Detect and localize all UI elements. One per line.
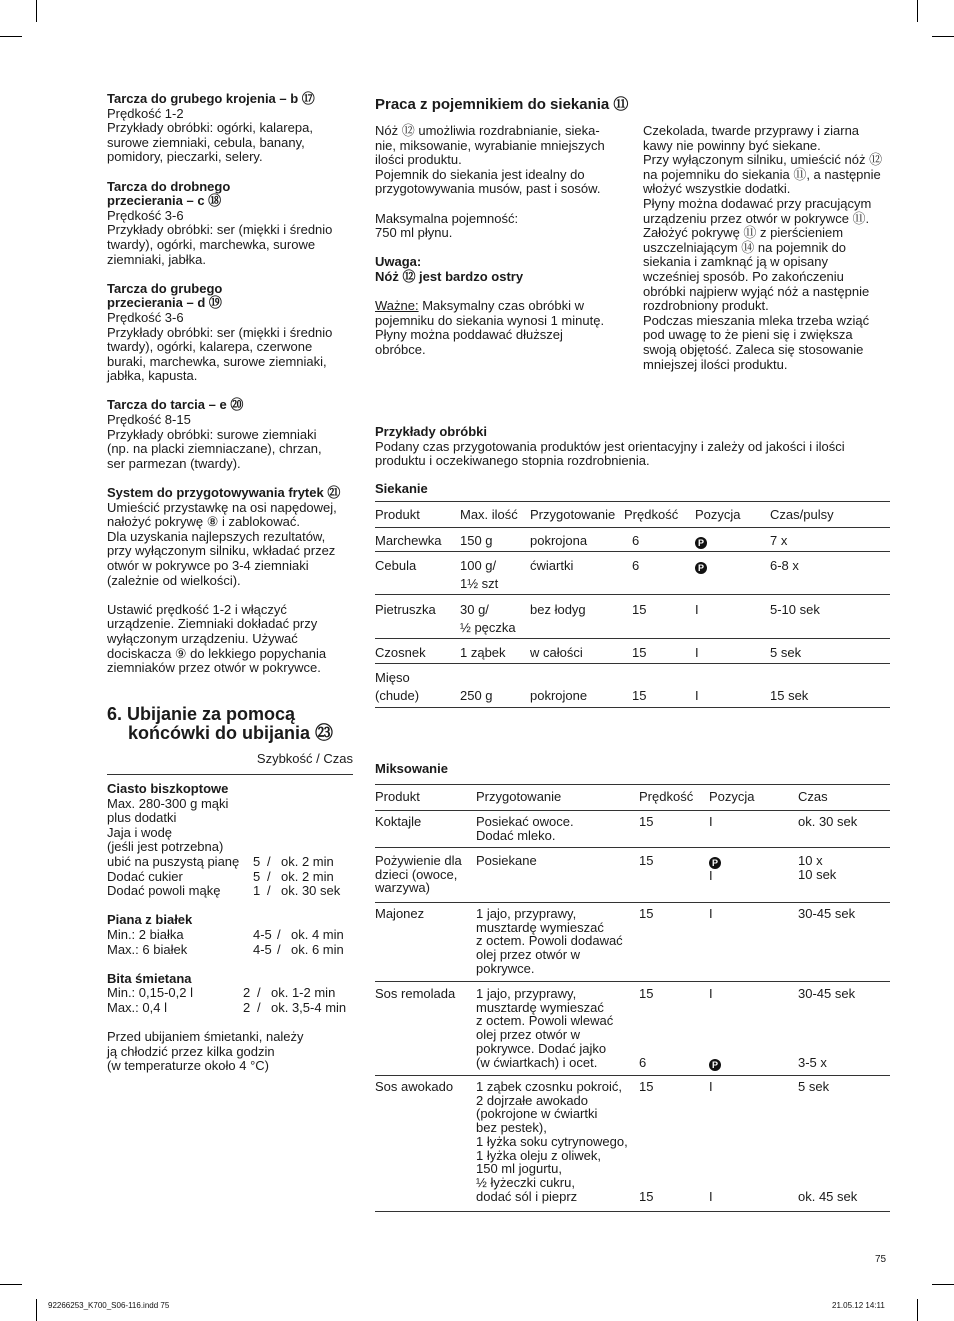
divider [375, 902, 890, 903]
recipe-title: Ciasto biszkoptowe [107, 781, 229, 796]
recipe-row: Max.: 0,4 l 2 / ok. 3,5-4 min [107, 999, 347, 1015]
table-cell: 6 [632, 558, 640, 573]
table-cell: 6 [632, 533, 640, 548]
table-cell: 15 sek [770, 687, 809, 703]
whisking-recipes [107, 782, 357, 1074]
recipe-table [107, 986, 357, 1015]
footer-date: 21.05.12 14:11 [832, 1301, 885, 1310]
recipe-title: Piana z białek [107, 912, 193, 928]
section-title: Tarcza do grubego krojenia – b ⑰ [107, 91, 315, 106]
table-cell: Pożywienie dla dzieci (owoce, warzywa) [375, 853, 462, 896]
table-cell: I [695, 645, 699, 660]
divider [375, 810, 890, 811]
table-cell: 15 [639, 853, 654, 868]
paragraph: Maksymalna pojemność: 750 ml płynu. [375, 210, 519, 241]
important-label: Ważne: [375, 298, 419, 314]
divider [375, 1211, 890, 1212]
table-cell: 15 [639, 814, 654, 829]
table-cell [695, 532, 707, 550]
column-header: Prędkość [639, 789, 694, 804]
left-column [107, 92, 357, 690]
table-cell: Posiekane [476, 853, 537, 868]
table-cell: 1 jajo, przyprawy, musztardę wymieszać z octem. Powoli dodawać olej przez otwór w pokrywce. [476, 906, 623, 976]
column-header: Czas [798, 789, 828, 804]
table-cell: I [695, 687, 699, 703]
recipe-row: Min.: 0,15-0,2 l 2 / ok. 1-2 min [107, 985, 336, 1001]
crop-mark [917, 1299, 918, 1321]
table-cell: I [709, 906, 713, 921]
pulse-icon: P [695, 537, 707, 549]
recipe-row: Min.: 2 białka 4-5 / ok. 4 min [107, 926, 344, 942]
section-title: Tarcza do drobnego przecierania – c ⑱ [107, 178, 231, 209]
table-cell: Majonez [375, 906, 425, 921]
table-cell: 30-45 sek 3-5 x [798, 986, 856, 1070]
speed-time-header: Szybkość / Czas [256, 751, 353, 766]
pulse-icon: P [709, 1059, 721, 1071]
table-cell: 5 sek [770, 645, 802, 660]
divider [375, 707, 890, 708]
table-cell [695, 557, 707, 575]
divider [375, 1075, 890, 1076]
pulse-icon: P [709, 857, 721, 869]
mixing-table-title: Miksowanie [375, 761, 448, 776]
crop-mark [932, 36, 954, 37]
table-cell: P I [709, 854, 721, 883]
chopping-table-title: Siekanie [375, 481, 428, 496]
crop-mark [36, 0, 37, 22]
crop-mark [0, 1284, 22, 1285]
recipe-text: Max. 280-300 g mąki plus dodatki Jaja i wodę (jeśli jest potrzebna) [107, 795, 229, 855]
table-cell: Sos awokado [375, 1079, 454, 1094]
recipe-table [107, 855, 357, 899]
column-header: Przygotowanie [476, 789, 562, 804]
warning-title: Uwaga: [375, 254, 422, 270]
table-cell: w całości [530, 645, 583, 660]
table-cell: 100 g/ 1½ szt [460, 558, 499, 591]
table-cell: 10 x 10 sek [798, 853, 837, 882]
recipe-table [107, 928, 357, 957]
chopper-title: Praca z pojemnikiem do siekania ⑪ [375, 96, 629, 113]
table-cell: pokrojona [530, 533, 588, 548]
section-text: Prędkość 8-15 Przykłady obróbki: surowe ziemniaki (np. na placki ziemniaczane), chrzan, ser parmezan (twardy). [107, 412, 322, 471]
table-cell: 15 [632, 687, 647, 703]
table-cell: ćwiartki [530, 558, 574, 573]
crop-mark [36, 1299, 37, 1321]
footer-file: 92266253_K700_S06-116.indd 75 [48, 1301, 170, 1310]
crop-mark [932, 1284, 954, 1285]
table-cell: I I [709, 1079, 713, 1204]
examples-intro [375, 425, 890, 469]
warning-text: Nóż ⑫ jest bardzo ostry [375, 268, 524, 284]
column-header: Produkt [375, 507, 420, 522]
table-cell: Mięso (chude) [375, 670, 420, 703]
section-coarse-grating-disc [107, 282, 357, 384]
column-header: Przygotowanie [530, 507, 616, 522]
table-cell: bez łodyg [530, 602, 586, 617]
crop-mark [917, 0, 918, 22]
table-cell: 1 ząbek czosnku pokroić, 2 dojrzałe awokado (pokrojone w ćwiartki bez pestek), 1 łyżka soku cytrynowego, 1 łyżka oleju z oliwek, 150 ml jogurtu, ½ łyżeczki cukru, dodać sól i pieprz [476, 1079, 628, 1204]
closing-note: Przed ubijaniem śmietanki, należy ją chłodzić przez kilka godzin (w temperaturze około 4 °C) [107, 1029, 304, 1074]
column-header: Pozycja [709, 789, 755, 804]
divider [375, 784, 890, 785]
section-fine-grating-disc [107, 180, 357, 268]
recipe-title: Bita śmietana [107, 970, 192, 986]
important-note [375, 299, 635, 357]
table-cell: 15 15 [639, 1079, 654, 1204]
table-cell: 15 [639, 906, 654, 921]
table-cell: ok. 30 sek [798, 814, 858, 829]
table-cell: 1 jajo, przyprawy, musztardę wymieszać z octem. Powoli wlewać olej przez otwór w pokrywce. Dodać jajko (w ćwiartkach) i ocet. [476, 986, 614, 1070]
table-cell: I [709, 814, 713, 829]
table-cell: 5-10 sek [770, 602, 820, 617]
column-header: Pozycja [695, 507, 741, 522]
section-grating-disc [107, 398, 357, 471]
page-number: 75 [875, 1254, 887, 1265]
table-cell: 15 [632, 602, 647, 617]
chopper-text-a [375, 124, 635, 358]
heading-line: końcówki do ubijania ㉓ [128, 723, 334, 743]
table-cell: Pietruszka [375, 602, 436, 617]
column-header: Czas/pulsy [770, 507, 834, 522]
table-cell: Czosnek [375, 645, 426, 660]
table-cell: 15 [632, 645, 647, 660]
recipe-row: Dodać cukier 5 / ok. 2 min [107, 868, 334, 884]
table-cell: 1 ząbek [460, 645, 506, 660]
section-text: Prędkość 1-2 Przykłady obróbki: ogórki, kalarepa, surowe ziemniaki, cebula, banany, pomidory, pieczarki, selery. [107, 105, 313, 165]
divider [375, 638, 890, 639]
examples-title: Przykłady obróbki [375, 424, 487, 439]
section-fries-usage [107, 603, 357, 676]
recipe-row: ubić na puszystą pianę 5 / ok. 2 min [107, 853, 334, 869]
divider [375, 981, 890, 982]
examples-text: Podany czas przygotowania produktów jest orientacyjny i zależy od jakości i ilości produktu i oczekiwanego stopnia rozdrobnienia. [375, 438, 845, 469]
chopper-text-b: Czekolada, twarde przyprawy i ziarna kawy nie powinny być siekane. Przy wyłączonym silniku, umieścić nóż ⑫ na pojemniku do siekania ⑪, a następnie włożyć wszystkie dodatki. Płyny można dodawać przy pracującym urządzeniu przez otwór w pokrywce ⑪. Założyć pokrywę ⑪ z pierścieniem uszczelniającym ⑭ na pojemnik do siekania i zamknąć ją w opisany wcześniej sposób. Po zakończeniu obróbki najpierw wyjąć nóż a następnie rozdrobniony produkt. Podczas mieszania mleka trzeba wziąć pod uwagę to że pieni się i zwiększa swoją objętość. Zaleca się stosowanie mniejszej ilości produktu. [643, 123, 883, 372]
table-cell: Cebula [375, 558, 417, 573]
divider [375, 501, 890, 502]
table-cell: 30-45 sek [798, 906, 856, 921]
divider [375, 847, 890, 848]
column-header: Max. ilość [460, 507, 518, 522]
section-fries-system [107, 486, 357, 588]
heading-line: 6. Ubijanie za pomocą [107, 704, 296, 724]
divider [375, 594, 890, 595]
section-text: Prędkość 3-6 Przykłady obróbki: ser (miękki i średnio twardy), ogórki, marchewka, surowe ziemniaki, jabłka. [107, 207, 333, 267]
divider [375, 527, 890, 528]
table-cell: 5 sek ok. 45 sek [798, 1079, 858, 1204]
column-header: Prędkość [624, 507, 679, 522]
crop-mark [0, 36, 22, 37]
table-cell: Sos remolada [375, 986, 456, 1001]
divider [375, 551, 890, 552]
section-text: Ustawić prędkość 1-2 i włączyć urządzenie. Ziemniaki dokładać przy wyłączonym urządzeniu. Używać dociskacza ⑨ do lekkiego popychania ziemniaków przez otwór w pokrywce. [107, 601, 327, 676]
table-cell: 150 g [460, 533, 493, 548]
recipe-row: Max.: 6 białek 4-5 / ok. 6 min [107, 941, 344, 957]
recipe-row: Dodać powoli mąkę 1 / ok. 30 sek [107, 883, 341, 899]
table-cell: 15 6 [639, 986, 654, 1070]
table-cell: I [695, 602, 699, 617]
section-slicing-disc [107, 92, 357, 165]
table-cell: Posiekać owoce. Dodać mleko. [476, 814, 574, 843]
table-cell: pokrojone [530, 687, 588, 703]
table-cell: 6-8 x [770, 558, 799, 573]
section-text: Prędkość 3-6 Przykłady obróbki: ser (miękki i średnio twardy), ogórki, kalarepa, czerwone buraki, marchewka, surowe ziemniaki, jabłka, kapusta. [107, 309, 333, 384]
important-text: Maksymalny czas obróbki w pojemniku do siekania wynosi 1 minutę. Płyny można poddawać dłuższej obróbce. [375, 298, 605, 357]
divider [107, 774, 353, 775]
table-cell: I P [709, 987, 721, 1071]
section-title: Tarcza do tarcia – e ⑳ [107, 397, 244, 413]
heading-whisking [107, 705, 367, 743]
table-cell: 7 x [770, 533, 788, 548]
section-text: Umieścić przystawkę na osi napędowej, nałożyć pokrywę ⑧ i zablokować. Dla uzyskania najlepszych rezultatów, przy wyłączonym silniku, wkładać przez otwór w pokrywce po 3-4 ziemniaki (zależnie od wielkości). [107, 499, 337, 588]
table-cell: Marchewka [375, 533, 442, 548]
section-title: Tarcza do grubego przecierania – d ⑲ [107, 280, 223, 311]
table-cell: 30 g/ ½ pęczka [460, 602, 516, 635]
divider [375, 663, 890, 664]
pulse-icon: P [695, 562, 707, 574]
paragraph: Nóż ⑫ umożliwia rozdrabnianie, sieka- nie, miksowanie, wyrabianie mniejszych ilości produktu. Pojemnik do siekania jest idealny do przygotowywania musów, past i sosów. [375, 123, 605, 197]
section-title: System do przygotowywania frytek ㉑ [107, 485, 341, 501]
table-cell: 250 g [460, 687, 493, 703]
column-header: Produkt [375, 789, 420, 804]
table-cell: Koktajle [375, 814, 422, 829]
